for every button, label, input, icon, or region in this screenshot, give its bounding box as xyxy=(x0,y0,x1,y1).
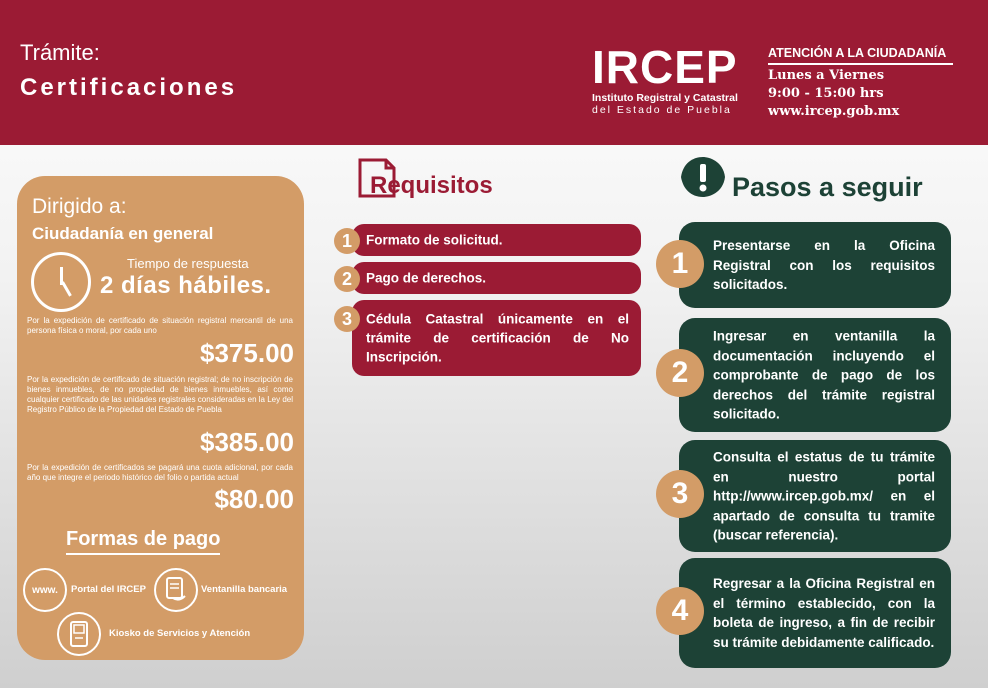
payment-method-label: Ventanilla bancaria xyxy=(201,584,288,595)
step-text: Ingresar en ventanilla la documentación incluyendo el comprobante de pago de los derechos del trámite registral solicitado. xyxy=(713,328,935,422)
www-icon[interactable]: www. xyxy=(23,568,67,612)
fee-description: Por la expedición de certificado de situación registral mercantil de una persona física o moral, por cada uno xyxy=(27,316,293,335)
requisitos-title: Requisitos xyxy=(370,172,493,199)
response-time-value: 2 días hábiles. xyxy=(100,272,272,299)
fee-amount: $385.00 xyxy=(200,427,294,457)
fee-amount: $80.00 xyxy=(214,484,294,514)
attention-title: ATENCIÓN A LA CIUDADANÍA xyxy=(768,46,953,65)
fee-description: Por la expedición de certificado de situación registral; de no inscripción de bienes inmuebles, de no propiedad de bienes inmuebles, así como cualquier certificado de las unidades registrales consideradas en la Ley del Registro Público de la Propiedad del Estado de Puebla xyxy=(27,375,293,414)
header-banner xyxy=(0,0,988,145)
requirement-number: 2 xyxy=(334,266,360,292)
requirement-number: 3 xyxy=(334,306,360,332)
payment-title: Formas de pago xyxy=(66,528,220,555)
step-item xyxy=(679,440,951,552)
logo-acronym: IRCEP xyxy=(592,41,738,93)
exclamation-icon xyxy=(679,155,727,199)
page-title: Certificaciones xyxy=(20,74,238,101)
requirement-text: Formato de solicitud. xyxy=(366,232,503,248)
audience-text: Ciudadanía en general xyxy=(32,224,214,243)
attention-website[interactable]: www.ircep.gob.mx xyxy=(768,104,900,119)
fee-description: Por la expedición de certificados se pagará una cuota adicional, por cada año que integre el periodo histórico del folio o partida actual xyxy=(27,463,293,482)
step-number: 1 xyxy=(656,240,704,288)
step-text: Presentarse en la Oficina Registral con los requisitos solicitados. xyxy=(713,237,935,292)
receipt-hand-icon[interactable] xyxy=(154,568,198,612)
response-time-label: Tiempo de respuesta xyxy=(127,256,249,271)
kiosk-icon[interactable] xyxy=(57,612,101,656)
step-text: Consulta el estatus de tu trámite en nuestro portal http://www.ircep.gob.mx/ en el apartado de consulta tu tramite (buscar referencia). xyxy=(713,449,935,543)
requirement-item xyxy=(352,300,641,376)
step-text: Regresar a la Oficina Registral en el término establecido, con la boleta de ingreso, a fin de recibir su trámite debidamente calificado. xyxy=(713,576,935,650)
requirement-text: Cédula Catastral únicamente en el trámite de certificación de No Inscripción. xyxy=(366,311,629,365)
step-item xyxy=(679,558,951,668)
requirement-item xyxy=(352,224,641,256)
dirigido-label: Dirigido a: xyxy=(32,195,127,218)
attention-hours: 9:00 - 15:00 hrs xyxy=(768,86,884,101)
step-number: 4 xyxy=(656,587,704,635)
pasos-title: Pasos a seguir xyxy=(732,172,923,202)
requirement-text: Pago de derechos. xyxy=(366,270,487,286)
step-number: 3 xyxy=(656,470,704,518)
attention-days: Lunes a Viernes xyxy=(768,68,885,83)
requirement-item xyxy=(352,262,641,294)
step-item xyxy=(679,222,951,308)
step-number: 2 xyxy=(656,349,704,397)
ircep-logo[interactable] xyxy=(592,41,752,116)
step-item xyxy=(679,318,951,432)
info-card xyxy=(17,176,304,660)
fee-amount: $375.00 xyxy=(200,338,294,368)
attention-info xyxy=(768,46,953,119)
logo-line2: del Estado de Puebla xyxy=(592,104,732,116)
payment-method-label: Portal del IRCEP xyxy=(71,584,146,595)
tramite-label: Trámite: xyxy=(20,40,100,65)
clock-icon xyxy=(31,252,91,312)
payment-method-label: Kiosko de Servicios y Atención xyxy=(109,628,251,639)
requirement-number: 1 xyxy=(334,228,360,254)
logo-line1: Instituto Registral y Catastral xyxy=(592,92,738,104)
